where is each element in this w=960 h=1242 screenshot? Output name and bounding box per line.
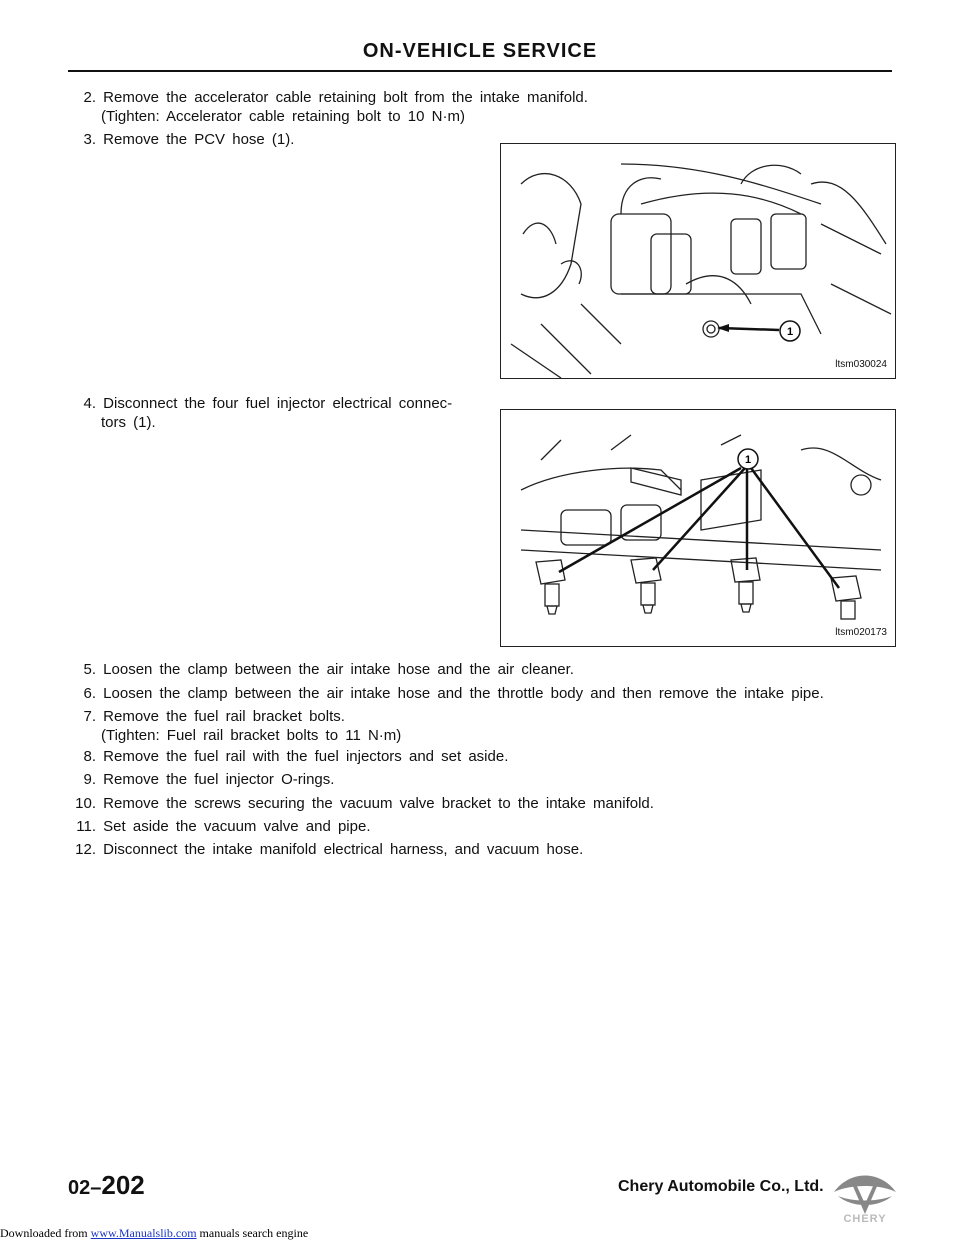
svg-text:CHERY: CHERY: [843, 1213, 887, 1224]
chery-logo: [830, 1170, 900, 1229]
page-header-title: ON-VEHICLE SERVICE: [362, 40, 598, 62]
step-number: 3.: [83, 131, 96, 148]
page-number: [68, 1170, 145, 1201]
step-text: Loosen the clamp between the air intake hose and the air cleaner.: [103, 661, 574, 678]
step-2: [78, 88, 588, 126]
step-number: 7.: [83, 708, 96, 725]
step-number: 10.: [75, 795, 96, 812]
step-subtext: (Tighten: Fuel rail bracket bolts to 11 N·m): [101, 727, 402, 744]
step-text: Remove the fuel injector O-rings.: [103, 771, 335, 788]
figure-code: ltsm030024: [835, 359, 887, 370]
figure-callout: 1: [744, 454, 752, 466]
figure-injector-connectors: [500, 409, 896, 647]
figure-callout: 1: [786, 326, 794, 338]
page-number-value: 202: [101, 1170, 145, 1200]
download-footer: [0, 1226, 308, 1241]
download-prefix: Downloaded from: [0, 1226, 91, 1240]
step-7: [78, 707, 401, 745]
step-text: Remove the PCV hose (1).: [103, 131, 295, 148]
figure-code: ltsm020173: [835, 627, 887, 638]
engine-bay-illustration: [501, 144, 895, 378]
step-text: Remove the fuel rail with the fuel injectors and set aside.: [103, 748, 509, 765]
page-number-prefix: 02–: [68, 1177, 102, 1199]
header-rule: [68, 70, 892, 72]
step-subtext: (Tighten: Accelerator cable retaining bolt to 10 N·m): [101, 108, 465, 125]
step-number: 11.: [76, 818, 96, 835]
step-text: Disconnect the four fuel injector electrical connec-: [103, 395, 453, 412]
step-number: 12.: [75, 841, 96, 858]
step-5: [78, 660, 574, 679]
step-text: Loosen the clamp between the air intake hose and the throttle body and then remove the intake pipe.: [103, 685, 824, 702]
step-12: [68, 840, 583, 859]
fuel-injector-illustration: [501, 410, 895, 646]
step-text: Remove the screws securing the vacuum valve bracket to the intake manifold.: [103, 795, 654, 812]
figure-pcv-hose: [500, 143, 896, 379]
step-text: Disconnect the intake manifold electrical harness, and vacuum hose.: [103, 841, 584, 858]
step-8: [78, 747, 508, 766]
step-text: Set aside the vacuum valve and pipe.: [103, 818, 371, 835]
step-subtext: tors (1).: [101, 414, 156, 431]
step-10: [68, 794, 654, 813]
step-number: 9.: [83, 771, 96, 788]
step-text: Remove the accelerator cable retaining bolt from the intake manifold.: [103, 89, 588, 106]
step-11: [68, 817, 371, 836]
step-text: Remove the fuel rail bracket bolts.: [103, 708, 345, 725]
download-suffix: manuals search engine: [196, 1226, 309, 1240]
step-number: 5.: [83, 661, 96, 678]
company-name: Chery Automobile Co., Ltd.: [618, 1178, 824, 1195]
step-4: [78, 394, 452, 432]
step-number: 8.: [83, 748, 96, 765]
step-3: [78, 130, 294, 149]
step-6: [78, 684, 824, 703]
step-number: 2.: [83, 89, 96, 106]
step-9: [78, 770, 334, 789]
step-number: 4.: [83, 395, 96, 412]
manualslib-link[interactable]: www.Manualslib.com: [90, 1226, 197, 1240]
step-number: 6.: [83, 685, 96, 702]
